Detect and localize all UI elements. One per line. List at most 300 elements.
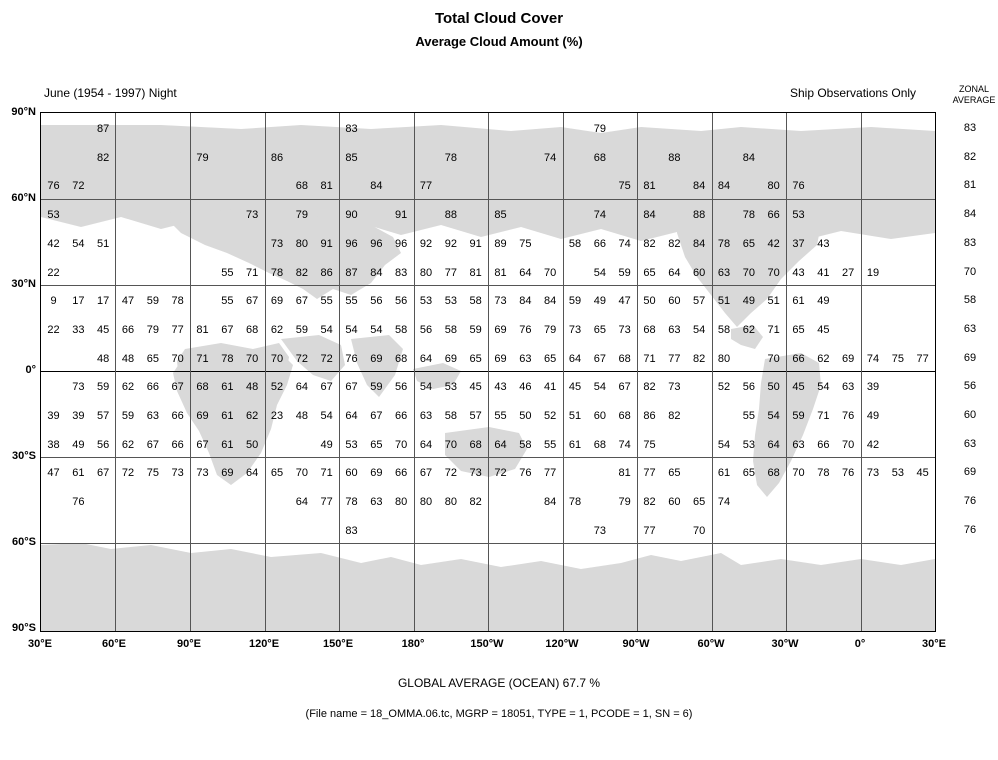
data-cell: 55 (494, 410, 507, 422)
data-cell: 70 (395, 438, 408, 451)
data-cell: 61 (72, 467, 85, 480)
data-cell: 48 (121, 352, 135, 365)
data-cell: 72 (121, 467, 135, 480)
data-cell: 47 (47, 467, 60, 480)
data-cell: 82 (643, 496, 656, 509)
data-cell: 67 (146, 438, 159, 451)
data-cell: 53 (444, 295, 457, 308)
data-cell: 63 (519, 352, 532, 365)
data-cell: 71 (246, 266, 259, 279)
data-cell: 66 (121, 323, 135, 336)
data-cell: 84 (544, 295, 557, 308)
data-cell: 65 (544, 352, 557, 365)
data-cell: 48 (97, 352, 110, 365)
data-cell: 88 (693, 209, 706, 222)
data-cell: 81 (196, 323, 209, 336)
data-cell: 64 (419, 438, 433, 451)
data-cell: 80 (419, 266, 433, 279)
data-cell: 58 (568, 237, 582, 250)
data-cell: 69 (494, 323, 507, 336)
data-cell: 54 (717, 438, 731, 451)
data-cell: 78 (221, 352, 234, 365)
data-cell: 38 (47, 438, 60, 451)
data-cell: 50 (246, 438, 259, 451)
data-cell: 53 (47, 209, 60, 222)
data-cell: 87 (345, 266, 358, 279)
data-cell: 43 (494, 381, 507, 394)
data-cell: 39 (72, 410, 85, 422)
data-cell: 77 (643, 524, 656, 537)
data-cell: 83 (345, 123, 358, 135)
data-cell: 70 (295, 467, 308, 480)
data-cell: 71 (817, 410, 830, 422)
data-cell: 70 (171, 352, 184, 365)
data-cell: 73 (72, 381, 85, 394)
data-cell: 47 (121, 295, 135, 308)
data-cell: 70 (767, 352, 780, 365)
data-cell: 60 (668, 295, 681, 308)
data-cell: 71 (643, 352, 656, 365)
data-cell: 58 (395, 323, 408, 336)
data-cell: 61 (221, 381, 234, 394)
data-cell: 58 (717, 323, 731, 336)
latitude-tick-label: 60°N (11, 192, 36, 204)
zonal-average-value: 56 (963, 380, 977, 393)
data-cell: 78 (171, 295, 184, 308)
data-cell: 76 (519, 323, 532, 336)
data-cell: 59 (121, 410, 135, 422)
data-cell: 79 (593, 123, 606, 135)
data-cell: 42 (767, 237, 780, 250)
data-cell: 84 (717, 180, 731, 193)
data-cell: 63 (370, 496, 383, 509)
data-cell: 51 (568, 410, 582, 422)
latitude-tick-label: 90°N (11, 106, 36, 118)
data-cell: 63 (717, 266, 731, 279)
data-cell: 69 (370, 352, 383, 365)
data-cell: 58 (519, 438, 532, 451)
data-cell: 54 (593, 266, 606, 279)
global-average-label: GLOBAL AVERAGE (OCEAN) 67.7 % (397, 676, 601, 690)
data-cell: 81 (643, 180, 656, 193)
data-cell: 65 (469, 352, 482, 365)
data-cell: 74 (544, 151, 557, 164)
data-cell: 78 (817, 467, 830, 480)
data-cell: 56 (97, 438, 110, 451)
zonal-average-value: 84 (963, 208, 977, 221)
data-cell: 66 (593, 237, 606, 250)
data-cell: 59 (792, 410, 805, 422)
data-cell: 66 (395, 410, 408, 422)
data-cell: 65 (643, 266, 656, 279)
data-cell: 54 (817, 381, 830, 394)
data-cell: 75 (146, 467, 159, 480)
data-cell: 83 (395, 266, 408, 279)
data-cell: 96 (370, 237, 383, 250)
zonal-average-header (950, 84, 998, 106)
data-cell: 45 (568, 381, 582, 394)
data-cell: 37 (792, 237, 805, 250)
data-cell: 71 (320, 467, 333, 480)
data-cell: 96 (345, 237, 358, 250)
data-cell: 54 (72, 237, 85, 250)
data-cell: 62 (817, 352, 830, 365)
page-subtitle: Average Cloud Amount (%) (415, 34, 583, 49)
data-cell: 85 (345, 151, 358, 164)
data-cell: 9 (50, 295, 57, 308)
zonal-average-value: 82 (963, 150, 977, 163)
data-cell: 17 (72, 295, 85, 308)
data-cell: 75 (519, 237, 532, 250)
data-cell: 81 (618, 467, 631, 480)
data-cell: 68 (618, 410, 631, 422)
data-cell: 70 (693, 524, 706, 537)
data-cell: 58 (444, 323, 457, 336)
data-cell: 61 (568, 438, 582, 451)
data-cell: 64 (295, 381, 308, 394)
longitude-tick-label: 30°W (771, 638, 799, 650)
data-cell: 80 (395, 496, 408, 509)
period-label: June (1954 - 1997) Night (44, 86, 177, 100)
data-cell: 74 (618, 438, 631, 451)
data-cell: 59 (370, 381, 383, 394)
gridline-120e (265, 113, 266, 631)
gridline-150w (488, 113, 489, 631)
data-cell: 42 (47, 237, 60, 250)
data-cell: 73 (593, 524, 606, 537)
file-info-label: (File name = 18_OMMA.06.tc, MGRP = 18051, TYPE = 1, PCODE = 1, SN = 6) (305, 708, 693, 720)
data-cell: 67 (295, 295, 308, 308)
data-cell: 82 (97, 151, 110, 164)
data-cell: 69 (370, 467, 383, 480)
data-cell: 79 (146, 323, 159, 336)
data-cell: 62 (246, 410, 259, 422)
data-cell: 62 (270, 323, 284, 336)
data-cell: 53 (345, 438, 358, 451)
data-cell: 69 (494, 352, 507, 365)
data-cell: 41 (817, 266, 830, 279)
data-cell: 55 (320, 295, 333, 308)
data-cell: 91 (469, 237, 482, 250)
data-cell: 81 (320, 180, 333, 193)
longitude-tick-label: 180° (401, 638, 425, 650)
zonal-average-value: 83 (963, 122, 977, 134)
data-cell: 70 (792, 467, 805, 480)
data-cell: 84 (519, 295, 532, 308)
data-cell: 77 (916, 352, 929, 365)
data-cell: 62 (742, 323, 755, 336)
data-cell: 56 (370, 295, 383, 308)
longitude-tick-label: 30°E (28, 638, 52, 650)
data-cell: 68 (469, 438, 482, 451)
data-cell: 77 (320, 496, 333, 509)
data-cell: 64 (494, 438, 507, 451)
data-cell: 73 (618, 323, 631, 336)
data-cell: 67 (97, 467, 110, 480)
data-cell: 69 (842, 352, 855, 365)
data-cell: 63 (792, 438, 805, 451)
longitude-tick-label: 150°E (322, 638, 354, 650)
data-cell: 91 (395, 209, 408, 222)
data-cell: 49 (817, 295, 830, 308)
gridline-60e (115, 113, 116, 631)
data-cell: 60 (593, 410, 606, 422)
data-cell: 56 (742, 381, 755, 394)
data-cell: 54 (693, 323, 706, 336)
data-cell: 77 (544, 467, 557, 480)
data-cell: 68 (643, 323, 656, 336)
zonal-average-value: 63 (963, 437, 977, 450)
data-cell: 59 (568, 295, 582, 308)
data-cell: 76 (842, 410, 855, 422)
data-cell: 39 (866, 381, 880, 394)
data-cell: 66 (171, 438, 184, 451)
data-cell: 57 (469, 410, 482, 422)
data-cell: 92 (444, 237, 457, 250)
data-cell: 17 (97, 295, 110, 308)
data-cell: 78 (444, 151, 457, 164)
data-cell: 68 (618, 352, 631, 365)
data-cell: 50 (643, 295, 656, 308)
data-cell: 61 (221, 438, 234, 451)
data-cell: 80 (767, 180, 780, 193)
data-cell: 55 (221, 295, 234, 308)
data-cell: 61 (792, 295, 805, 308)
data-cell: 65 (742, 467, 755, 480)
data-cell: 43 (817, 237, 830, 250)
data-cell: 84 (693, 180, 706, 193)
data-cell: 50 (767, 381, 780, 394)
data-cell: 55 (345, 295, 358, 308)
data-cell: 65 (693, 496, 706, 509)
data-cell: 84 (643, 209, 656, 222)
zonal-average-value: 58 (963, 294, 977, 307)
data-cell: 88 (668, 151, 681, 164)
data-cell: 69 (196, 410, 209, 422)
data-cell: 55 (742, 410, 755, 422)
longitude-tick-label: 120°W (545, 638, 579, 650)
data-cell: 96 (395, 237, 408, 250)
data-cell: 54 (370, 323, 383, 336)
data-cell: 66 (767, 209, 780, 222)
data-cell: 69 (270, 295, 284, 308)
data-cell: 58 (444, 410, 457, 422)
data-cell: 43 (792, 266, 805, 279)
data-cell: 68 (196, 381, 209, 394)
zonal-average-header-line2: AVERAGE (952, 95, 996, 105)
data-cell: 67 (618, 381, 631, 394)
latitude-tick-label: 60°S (12, 536, 36, 548)
data-cell: 63 (419, 410, 433, 422)
data-cell: 73 (171, 467, 184, 480)
data-cell: 78 (717, 237, 731, 250)
data-cell: 75 (891, 352, 904, 365)
data-cell: 47 (618, 295, 631, 308)
latitude-tick-label: 30°S (12, 450, 36, 462)
data-cell: 67 (593, 352, 606, 365)
data-cell: 73 (668, 381, 681, 394)
longitude-tick-label: 0° (854, 638, 866, 650)
data-cell: 54 (593, 381, 606, 394)
zonal-average-value: 63 (963, 322, 977, 335)
data-cell: 33 (72, 323, 85, 336)
data-cell: 63 (842, 381, 855, 394)
zonal-average-value: 76 (963, 523, 977, 536)
data-cell: 85 (494, 209, 507, 222)
data-cell: 45 (469, 381, 482, 394)
data-cell: 77 (668, 352, 681, 365)
data-cell: 52 (717, 381, 731, 394)
data-cell: 78 (568, 496, 582, 509)
data-cell: 49 (866, 410, 880, 422)
data-cell: 27 (842, 266, 855, 279)
data-cell: 65 (270, 467, 284, 480)
data-cell: 51 (767, 295, 780, 308)
data-cell: 82 (643, 237, 656, 250)
source-label: Ship Observations Only (790, 86, 917, 100)
data-cell: 66 (171, 410, 184, 422)
data-cell: 75 (618, 180, 631, 193)
data-cell: 71 (196, 352, 209, 365)
data-cell: 65 (668, 467, 681, 480)
data-cell: 51 (717, 295, 731, 308)
zonal-average-value: 76 (963, 495, 977, 508)
data-cell: 45 (792, 381, 805, 394)
data-cell: 54 (767, 410, 780, 422)
data-cell: 49 (320, 438, 333, 451)
data-cell: 67 (345, 381, 358, 394)
data-cell: 45 (97, 323, 110, 336)
longitude-tick-label: 120°E (248, 638, 280, 650)
data-cell: 67 (370, 410, 383, 422)
data-cell: 69 (444, 352, 457, 365)
data-cell: 55 (221, 266, 234, 279)
data-cell: 84 (544, 496, 557, 509)
data-cell: 66 (395, 467, 408, 480)
data-cell: 70 (246, 352, 259, 365)
data-cell: 67 (246, 295, 259, 308)
data-cell: 74 (593, 209, 606, 222)
data-cell: 48 (246, 381, 259, 394)
data-cell: 56 (395, 381, 408, 394)
page-title: Total Cloud Cover (434, 10, 564, 27)
data-cell: 53 (891, 467, 904, 480)
data-cell: 73 (469, 467, 482, 480)
data-cell: 64 (767, 438, 780, 451)
data-cell: 80 (295, 237, 308, 250)
data-cell: 73 (196, 467, 209, 480)
data-cell: 79 (295, 209, 308, 222)
data-cell: 80 (444, 496, 457, 509)
data-cell: 74 (618, 237, 631, 250)
latitude-tick-label: 90°S (12, 622, 36, 634)
data-cell: 68 (593, 438, 606, 451)
data-cell: 67 (320, 381, 333, 394)
data-cell: 61 (717, 467, 731, 480)
data-cell: 66 (817, 438, 830, 451)
data-cell: 82 (469, 496, 482, 509)
data-cell: 50 (519, 410, 532, 422)
data-cell: 42 (866, 438, 880, 451)
data-cell: 70 (842, 438, 855, 451)
data-cell: 67 (196, 438, 209, 451)
data-cell: 59 (97, 381, 110, 394)
zonal-average-value: 83 (963, 236, 977, 249)
data-cell: 64 (519, 266, 532, 279)
data-cell: 91 (320, 237, 333, 250)
data-cell: 59 (146, 295, 159, 308)
data-cell: 62 (121, 381, 135, 394)
data-cell: 80 (419, 496, 433, 509)
zonal-average-value: 70 (963, 265, 977, 278)
data-cell: 45 (916, 467, 929, 480)
data-cell: 82 (668, 410, 681, 422)
longitude-tick-label: 30°E (922, 638, 946, 650)
data-cell: 52 (544, 410, 557, 422)
data-cell: 76 (72, 496, 85, 509)
data-cell: 83 (345, 524, 358, 537)
data-cell: 71 (767, 323, 780, 336)
data-cell: 79 (544, 323, 557, 336)
data-cell: 76 (345, 352, 358, 365)
zonal-average-value: 69 (963, 351, 977, 364)
data-cell: 59 (618, 266, 631, 279)
data-cell: 76 (842, 467, 855, 480)
data-cell: 51 (97, 237, 110, 250)
data-cell: 60 (668, 496, 681, 509)
data-cell: 76 (519, 467, 532, 480)
data-cell: 72 (320, 352, 333, 365)
data-cell: 74 (717, 496, 731, 509)
data-cell: 56 (395, 295, 408, 308)
data-cell: 59 (295, 323, 308, 336)
data-cell: 82 (295, 266, 308, 279)
longitude-tick-label: 60°E (102, 638, 126, 650)
data-cell: 63 (146, 410, 159, 422)
gridline-120w (563, 113, 564, 631)
gridline-90e (190, 113, 191, 631)
data-cell: 68 (295, 180, 308, 193)
data-cell: 90 (345, 209, 358, 222)
data-cell: 65 (742, 237, 755, 250)
data-cell: 78 (345, 496, 358, 509)
data-cell: 53 (419, 295, 433, 308)
data-cell: 60 (693, 266, 706, 279)
data-cell: 77 (643, 467, 656, 480)
data-cell: 89 (494, 237, 507, 250)
data-cell: 72 (494, 467, 507, 480)
data-cell: 22 (47, 323, 60, 336)
data-cell: 53 (792, 209, 805, 222)
data-cell: 84 (370, 266, 383, 279)
data-cell: 39 (47, 410, 60, 422)
data-cell: 87 (97, 123, 110, 135)
data-cell: 79 (196, 151, 209, 164)
data-cell: 73 (494, 295, 507, 308)
data-cell: 62 (121, 438, 135, 451)
zonal-average-header-line1: ZONAL (958, 84, 989, 94)
data-cell: 70 (742, 266, 755, 279)
data-cell: 82 (643, 381, 656, 394)
data-cell: 82 (668, 237, 681, 250)
data-cell: 69 (221, 467, 234, 480)
data-cell: 49 (72, 438, 85, 451)
data-cell: 58 (469, 295, 482, 308)
data-cell: 67 (419, 467, 433, 480)
data-cell: 41 (544, 381, 557, 394)
data-cell: 64 (568, 352, 582, 365)
data-cell: 79 (618, 496, 631, 509)
